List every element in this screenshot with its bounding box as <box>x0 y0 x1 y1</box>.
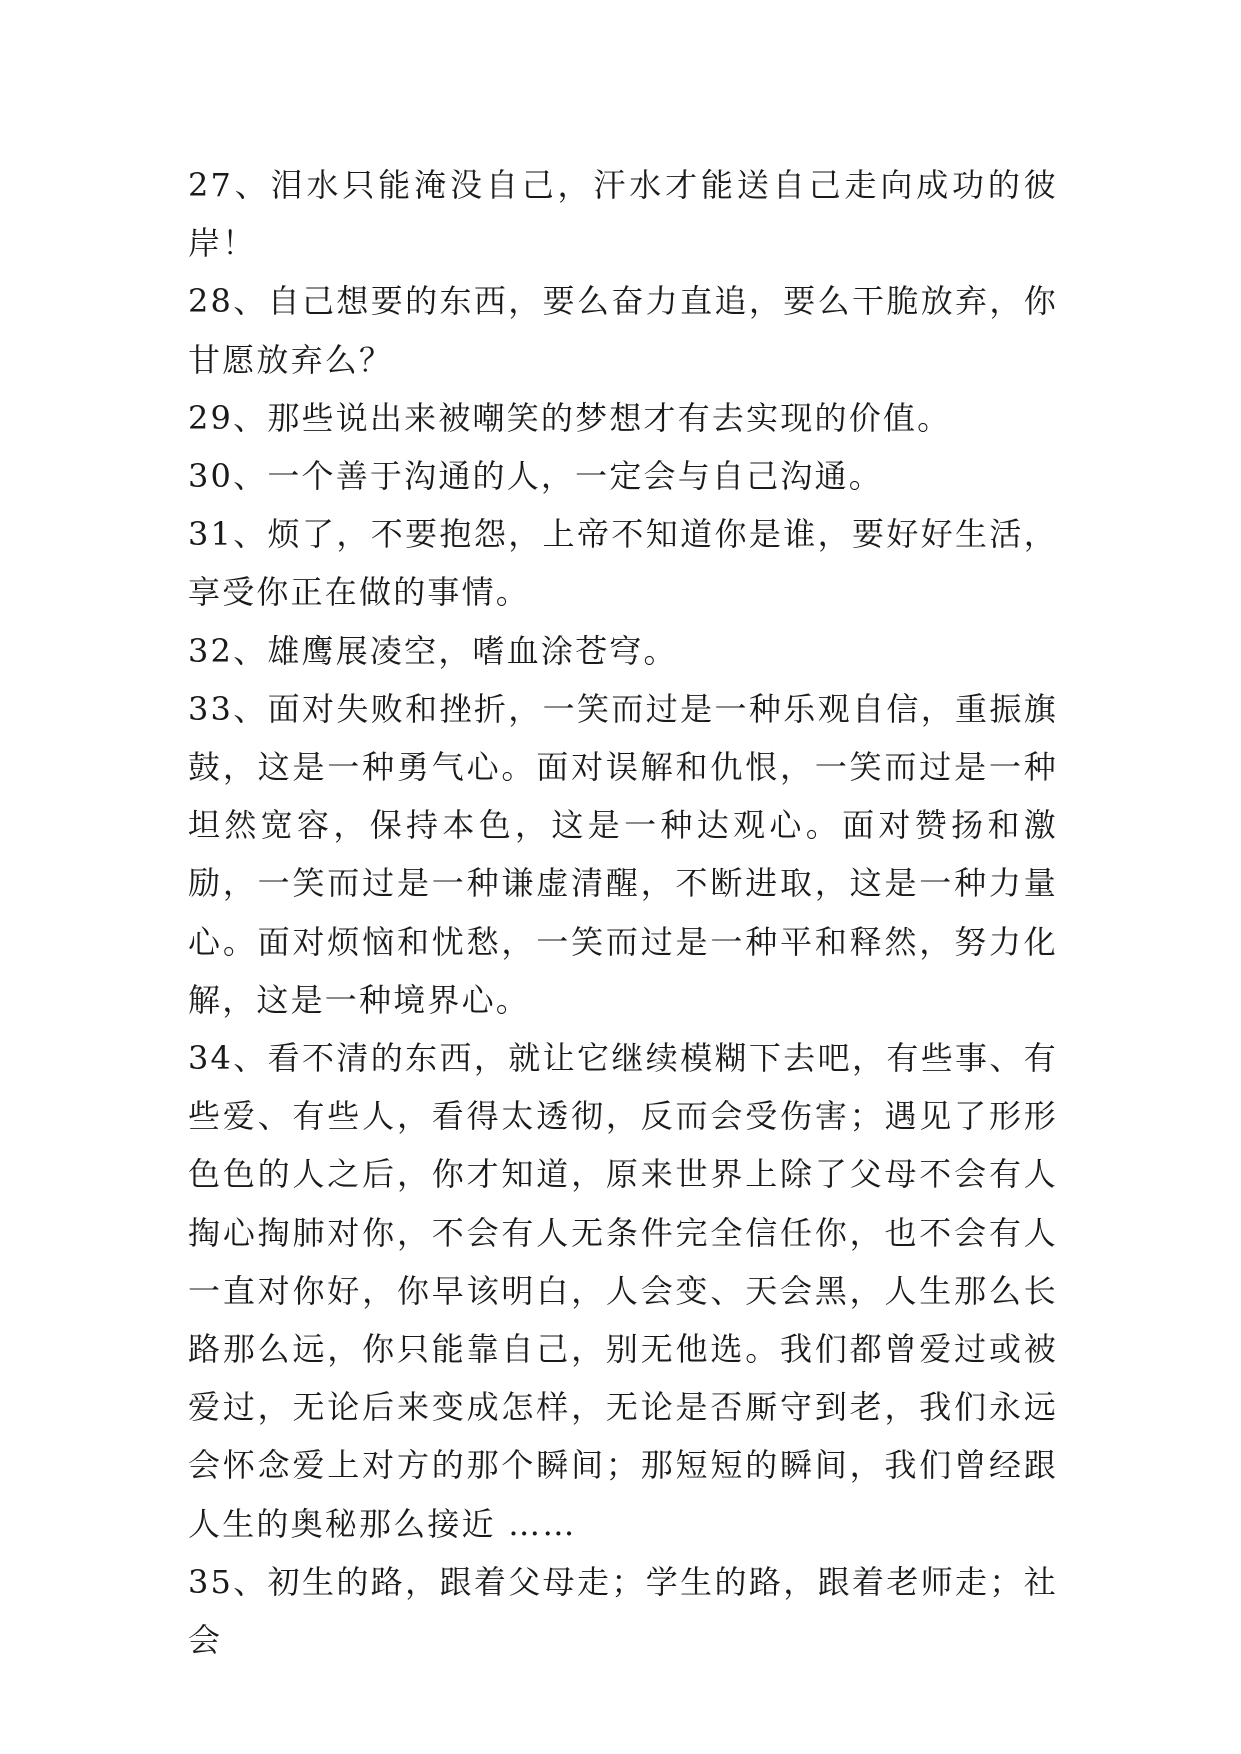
quote-entry-29: 29、那些说出来被嘲笑的梦想才有去实现的价值。 <box>188 398 952 437</box>
quote-entry-27: 27、泪水只能淹没自己，汗水才能送自己走向成功的彼岸！ <box>188 166 1058 263</box>
quote-entry-30: 30、一个善于沟通的人，一定会与自己沟通。 <box>188 457 883 496</box>
quote-entry-31: 31、烦了，不要抱怨，上帝不知道你是谁，要好好生活，享受你正在做的事情。 <box>188 515 1058 612</box>
quote-entry-28: 28、自己想要的东西，要么奋力直追，要么干脆放弃，你甘愿放弃么？ <box>188 282 1058 379</box>
quote-entry-32: 32、雄鹰展凌空，嗜血涂苍穹。 <box>188 631 678 670</box>
quote-entry-34: 34、看不清的东西，就让它继续模糊下去吧，有些事、有些爱、有些人，看得太透彻，反而会受伤害；遇见了形形色色的人之后，你才知道，原来世界上除了父母不会有人掏心掏肺对你，不会有人无条件完全信任你，也不会有人一直对你好，你早该明白，人会变、天会黑，人生那么长路那么远，你只能靠自己，别无他选。我们都曾爱过或被爱过，无论后来变成怎样，无论是否厮守到老，我们永远会怀念爱上对方的那个瞬间；那短短的瞬间，我们曾经跟人生的奥秘那么接近 …… <box>188 1039 1058 1543</box>
quote-entry-35: 35、初生的路，跟着父母走；学生的路，跟着老师走；社会 <box>188 1562 1058 1660</box>
document-body <box>188 156 1058 1669</box>
quote-entry-33: 33、面对失败和挫折，一笑而过是一种乐观自信，重振旗鼓，这是一种勇气心。面对误解和仇恨，一笑而过是一种坦然宽容，保持本色，这是一种达观心。面对赞扬和激励，一笑而过是一种谦虚清醒，不断进取，这是一种力量心。面对烦恼和忧愁，一笑而过是一种平和释然，努力化解，这是一种境界心。 <box>188 689 1058 1019</box>
